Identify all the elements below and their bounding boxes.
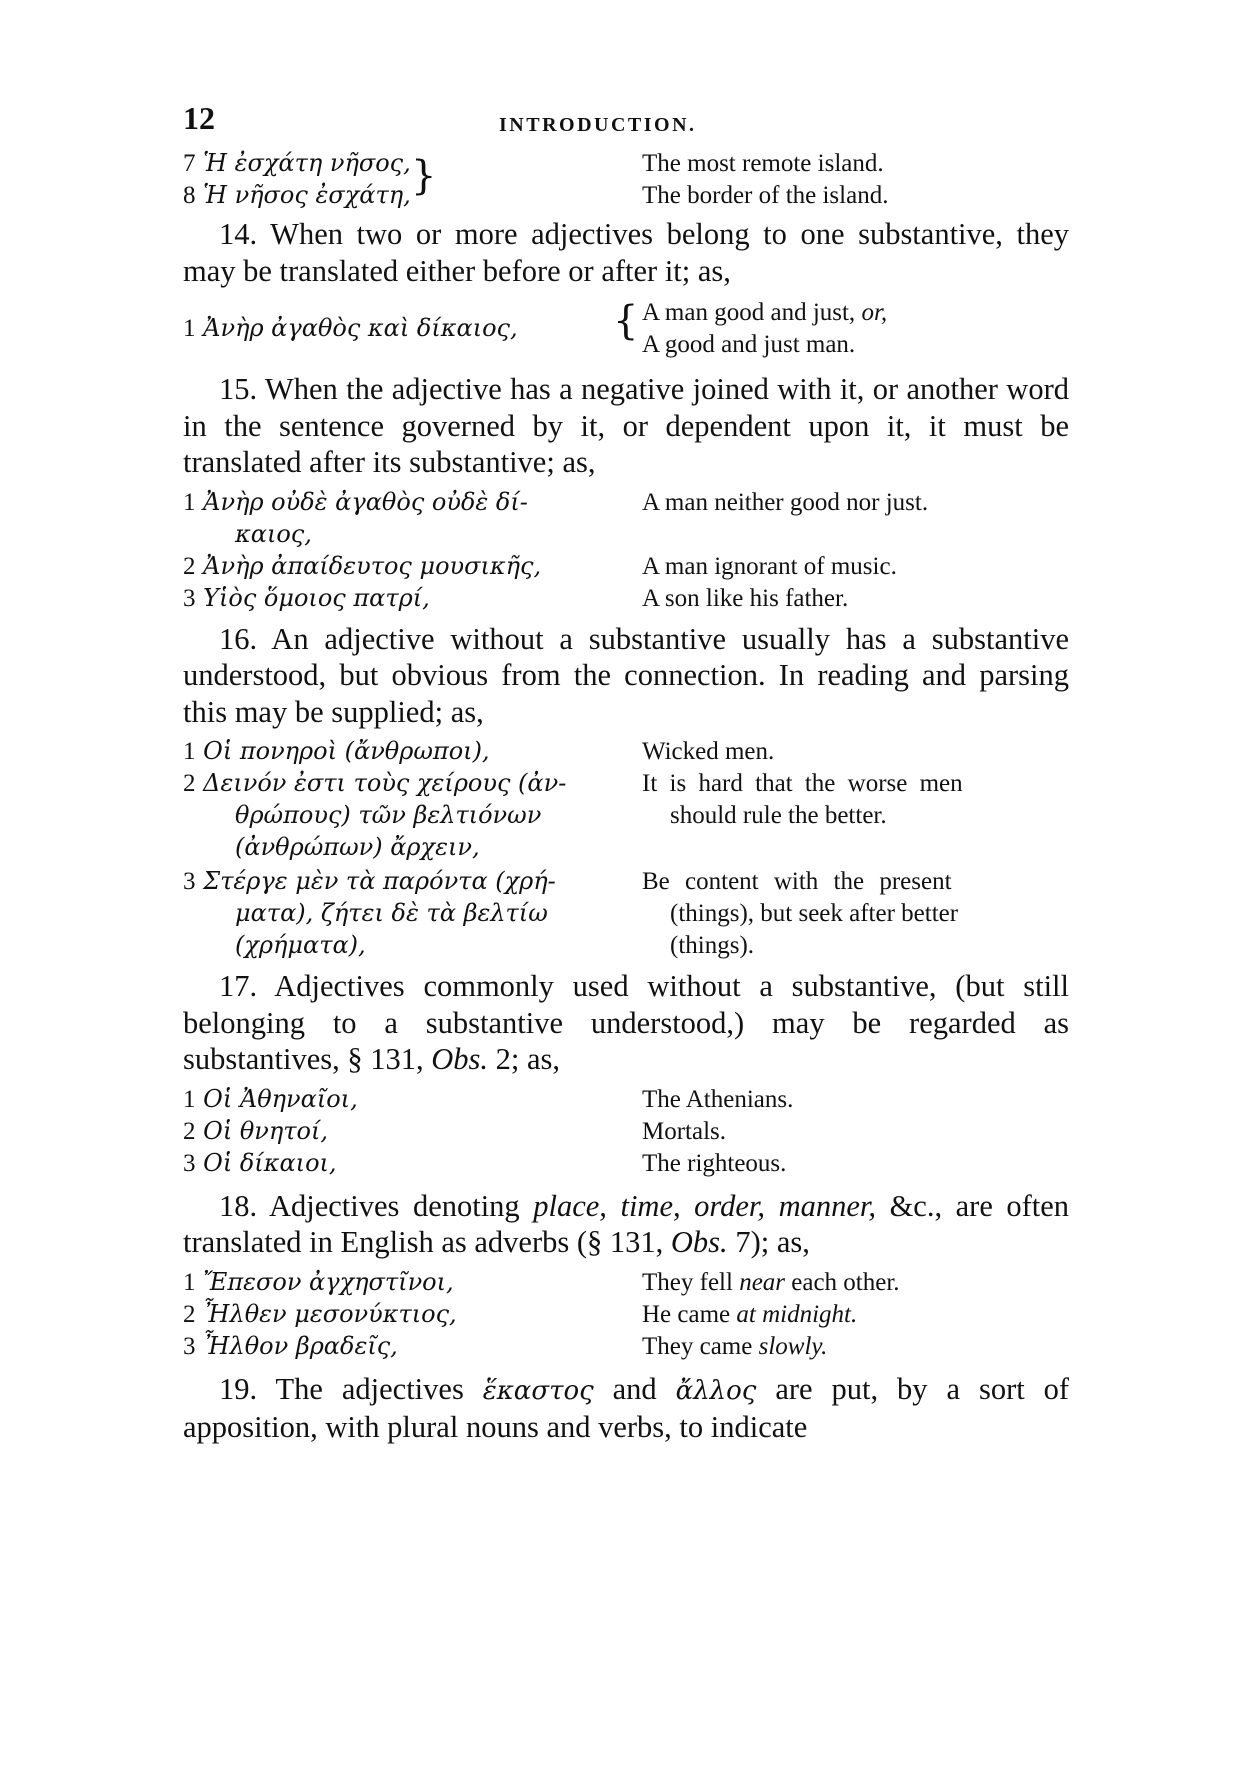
examples-16 [183,734,1069,962]
example-3-english-c: (things). [670,932,755,959]
example-1-english: The Athenians. [642,1085,794,1113]
example-1-english: A man neither good nor just. [642,488,929,516]
example-1-greek: 1 Οἱ Ἀθηναῖοι, [183,1084,358,1113]
example-8-english: The border of the island. [642,182,889,209]
paragraph-18: 18. Adjectives denoting place, time, order, manner, &c., are often translated in English as adverbs (§ 131, Obs. 7); as, [183,1188,1070,1259]
example-1-english: They fell near each other. [642,1268,900,1296]
example-3-greek: 3 Οἱ δίκαιοι, [183,1148,337,1177]
example-3-english: They came slowly. [642,1332,828,1360]
example-1-greek: 1 Ἀνὴρ ἀγαθὸς καὶ δίκαιος, [183,314,518,342]
example-1-greek: 1 Ἀνὴρ οὐδὲ ἀγαθὸς οὐδὲ δί- [183,487,528,516]
example-2-english: A man ignorant of music. [642,552,897,580]
page-number: 12 [183,100,215,136]
paragraph-15: 15. When the adjective has a negative joined with it, or another word in the sentence governed by it, or dependent upon it, it must be translated after its substantive; as, [183,372,1069,479]
examples-14 [183,295,1069,365]
paragraph-17: 17. Adjectives commonly used without a substantive, (but still belonging to a substantive understood,) may be regarded as substantives, § 131, Obs. 2; as, [183,969,1069,1076]
example-2-greek: 2 Ἀνὴρ ἀπαίδευτος μουσικῆς, [183,551,542,580]
example-7-english: The most remote island. [642,150,884,177]
example-1-greek-cont: καιος, [235,519,312,548]
brace-icon: } [411,153,437,199]
example-2-greek-cont-2: (ἀνθρώπων) ἄρχειν, [235,833,480,861]
example-3-english: The righteous. [642,1149,787,1177]
example-3-greek-cont-1: ματα), ζήτει δὲ τὰ βελτίω [235,899,548,927]
page [183,100,1069,1446]
example-2-english-a: It is hard that the worse men [642,770,963,797]
example-2-greek-cont-1: θρώπους) τῶν βελτιόνων [235,801,542,829]
example-3-greek-cont-2: (χρήματα), [235,931,366,959]
examples-18 [183,1265,1069,1365]
example-2-greek: 2 Οἱ θνητοί, [183,1116,329,1145]
example-3-english-b: (things), but seek after better [670,900,959,927]
example-2-greek: 2 Ἦλθεν μεσονύκτιος, [183,1299,457,1328]
example-3-english-a: Be content with the present [642,868,952,895]
example-3-greek: 3 Ἦλθον βραδεῖς, [183,1331,398,1360]
example-2-english-b: should rule the better. [670,802,887,829]
example-1-greek: 1 Οἱ πονηροὶ (ἄνθρωποι), [183,737,490,765]
example-3-greek: 3 Υἱὸς ὅμοιος πατρί, [183,583,430,612]
example-2-english: Mortals. [642,1117,727,1145]
paragraph-16: 16. An adjective without a substantive usually has a substantive understood, but obvious from the connection. In reading and parsing this may be supplied; as, [183,621,1069,729]
example-1-greek: 1 Ἔπεσον ἀγχηστῖνοι, [183,1267,454,1296]
examples-13 [183,146,1069,216]
example-2-english: He came at midnight. [642,1300,858,1328]
example-1-english-a: A man good and just, or, [642,299,888,326]
brace-icon: { [613,298,639,344]
page-header [183,100,1069,146]
example-1-english-b: A good and just man. [642,331,856,358]
examples-15 [183,485,1069,615]
example-3-english: A son like his father. [642,584,849,612]
example-7-greek: 7 Ἡ ἐσχάτη νῆσος, [183,149,411,177]
example-8-greek: 8 Ἡ νῆσος ἐσχάτη, [183,181,411,209]
example-3-greek: 3 Στέργε μὲν τὰ παρόντα (χρή- [183,867,556,895]
examples-17 [183,1082,1069,1182]
running-title: INTRODUCTION. [499,114,697,136]
example-2-greek: 2 Δεινόν ἐστι τοὺς χείρους (ἀν- [183,769,567,797]
paragraph-14: 14. When two or more adjectives belong to one substantive, they may be translated either before or after it; as, [183,217,1070,288]
paragraph-19: 19. The adjectives ἕκαστος and ἄλλος are put, by a sort of apposition, with plural nouns and verbs, to indicate [183,1371,1070,1444]
example-1-english: Wicked men. [642,738,775,765]
